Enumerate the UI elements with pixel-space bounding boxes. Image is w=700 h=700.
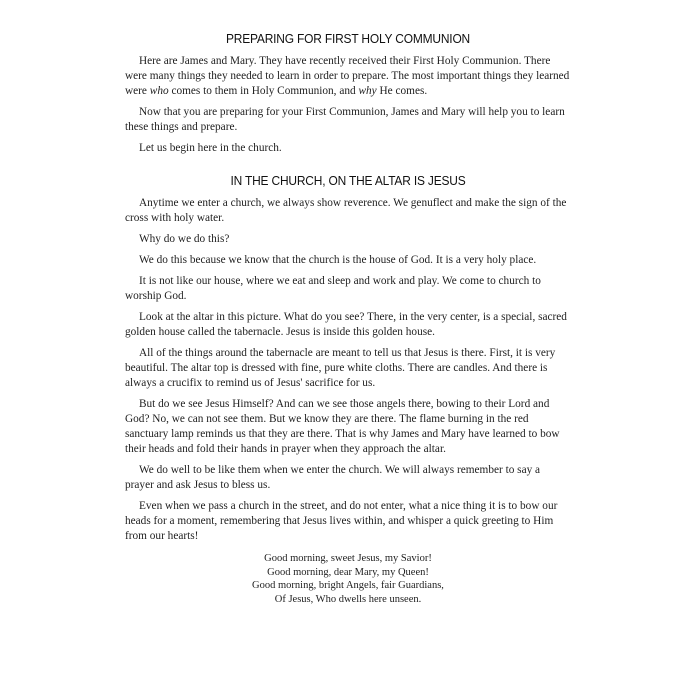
body-paragraph: But do we see Jesus Himself? And can we see those angels there, bowing to their Lord and God? No, we can not see them. But we know they are there. The flame burning in the red sanctuary lamp reminds us that they are there. That is why James and Mary have learned to bow their heads and fold their hands in prayer when they approach the altar. — [125, 398, 560, 455]
intro-paragraph-2: Now that you are preparing for your First Communion, James and Mary will help you to learn these things and prepare. — [125, 106, 565, 133]
section-heading-church-altar: IN THE CHURCH, ON THE ALTAR IS JESUS — [230, 173, 466, 188]
poem-line: Good morning, sweet Jesus, my Savior! — [264, 553, 432, 564]
body-paragraph: Even when we pass a church in the street, and do not enter, what a nice thing it is to bow our heads for a moment, remembering that Jesus lives within, and whisper a quick greeting to Him from our hearts! — [125, 500, 558, 542]
intro-p1-emphasis-why: why — [358, 85, 377, 97]
section-heading-preparing: PREPARING FOR FIRST HOLY COMMUNION — [225, 31, 471, 46]
intro-p1-text-a: Here are James and Mary. They have recently received their First Holy Communion. There were many things they needed to learn in order to prepare. The most important things they learned were — [125, 55, 570, 97]
prayer-poem — [125, 552, 571, 606]
body-paragraph: All of the things around the tabernacle are meant to tell us that Jesus is there. First, it is very beautiful. The altar top is dressed with fine, pure white cloths. There are candles. And there is always a crucifix to remind us of Jesus' sacrifice for us. — [125, 347, 556, 389]
poem-line: Good morning, dear Mary, my Queen! — [267, 566, 429, 578]
body-paragraph: We do well to be like them when we enter the church. We will always remember to say a prayer and ask Jesus to bless us. — [125, 464, 541, 491]
intro-p1-text-c: comes to them in Holy Communion, and — [168, 85, 359, 97]
body-paragraph: Why do we do this? — [139, 233, 230, 245]
body-paragraph: We do this because we know that the church is the house of God. It is a very holy place. — [139, 254, 537, 266]
intro-p1-text-e: He comes. — [376, 85, 428, 97]
body-paragraph: Look at the altar in this picture. What do you see? There, in the very center, is a special, sacred golden house called the tabernacle. Jesus is inside this golden house. — [125, 311, 567, 338]
body-paragraph: Anytime we enter a church, we always show reverence. We genuflect and make the sign of the cross with holy water. — [125, 197, 567, 224]
poem-line: Of Jesus, Who dwells here unseen. — [274, 593, 422, 605]
document-page — [125, 28, 571, 606]
intro-paragraph-1 — [125, 54, 571, 99]
body-paragraph: It is not like our house, where we eat and sleep and work and play. We come to church to worship God. — [125, 275, 541, 302]
intro-paragraph-3: Let us begin here in the church. — [139, 142, 282, 154]
poem-line: Good morning, bright Angels, fair Guardians, — [252, 580, 444, 591]
intro-p1-emphasis-who: who — [149, 85, 169, 97]
